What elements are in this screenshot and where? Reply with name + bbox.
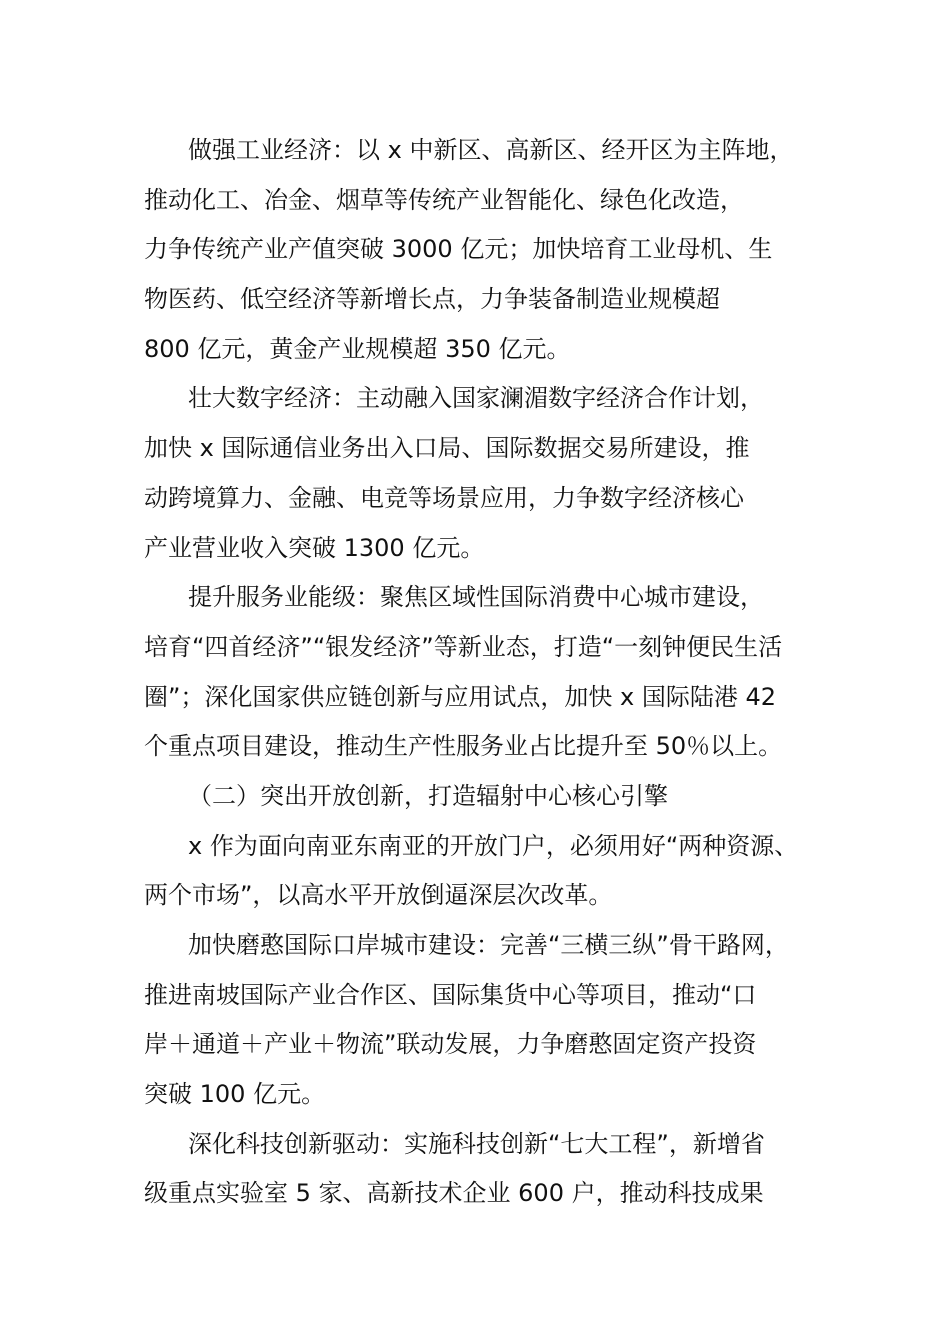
body-text	[144, 126, 844, 1219]
paragraph-industrial-economy-line-2: 推动化工、冶金、烟草等传统产业智能化、绿色化改造，	[144, 185, 744, 214]
paragraph-mohan-port-line-4: 突破 100 亿元。	[144, 1080, 326, 1109]
paragraph-service-industry-line-2: 培育“四首经济”“银发经济”等新业态，打造“一刻钟便民生活	[144, 632, 783, 661]
paragraph-digital-economy-line-3: 动跨境算力、金融、电竞等场景应用，力争数字经济核心	[144, 483, 744, 512]
paragraph-industrial-economy-line-3: 力争传统产业产值突破 3000 亿元；加快培育工业母机、生	[144, 235, 773, 264]
paragraph-industrial-economy-line-1: 做强工业经济：以 x 中新区、高新区、经开区为主阵地，	[188, 136, 794, 164]
paragraph-mohan-port-line-1: 加快磨憨国际口岸城市建设：完善“三横三纵”骨干路网，	[188, 931, 789, 959]
paragraph-service-industry-line-3: 圈”；深化国家供应链创新与应用试点，加快 x 国际陆港 42	[144, 682, 777, 711]
paragraph-industrial-economy-line-4: 物医药、低空经济等新增长点，力争装备制造业规模超	[144, 285, 720, 314]
section-heading-open-innovation: （二）突出开放创新，打造辐射中心核心引擎	[188, 781, 668, 810]
paragraph-tech-innovation-line-2: 级重点实验室 5 家、高新技术企业 600 户，推动科技成果	[144, 1179, 764, 1208]
paragraph-industrial-economy-line-5: 800 亿元，黄金产业规模超 350 亿元。	[144, 334, 571, 363]
paragraph-digital-economy-line-1: 壮大数字经济：主动融入国家澜湄数字经济合作计划，	[188, 384, 764, 413]
paragraph-digital-economy-line-2: 加快 x 国际通信业务出入口局、国际数据交易所建设，推	[144, 434, 750, 463]
paragraph-mohan-port-line-2: 推进南坡国际产业合作区、国际集货中心等项目，推动“口	[144, 980, 757, 1009]
paragraph-service-industry-line-4: 个重点项目建设，推动生产性服务业占比提升至 50％以上。	[144, 732, 783, 761]
paragraph-open-gateway-line-1: x 作为面向南亚东南亚的开放门户，必须用好“两种资源、	[188, 831, 799, 860]
paragraph-mohan-port-line-3: 岸＋通道＋产业＋物流”联动发展，力争磨憨固定资产投资	[144, 1030, 757, 1059]
paragraph-digital-economy-line-4: 产业营业收入突破 1300 亿元。	[144, 533, 485, 562]
paragraph-open-gateway-line-2: 两个市场”，以高水平开放倒逼深层次改革。	[144, 881, 613, 910]
paragraph-service-industry-line-1: 提升服务业能级：聚焦区域性国际消费中心城市建设，	[188, 583, 764, 612]
paragraph-tech-innovation-line-1: 深化科技创新驱动：实施科技创新“七大工程”，新增省	[188, 1129, 765, 1158]
